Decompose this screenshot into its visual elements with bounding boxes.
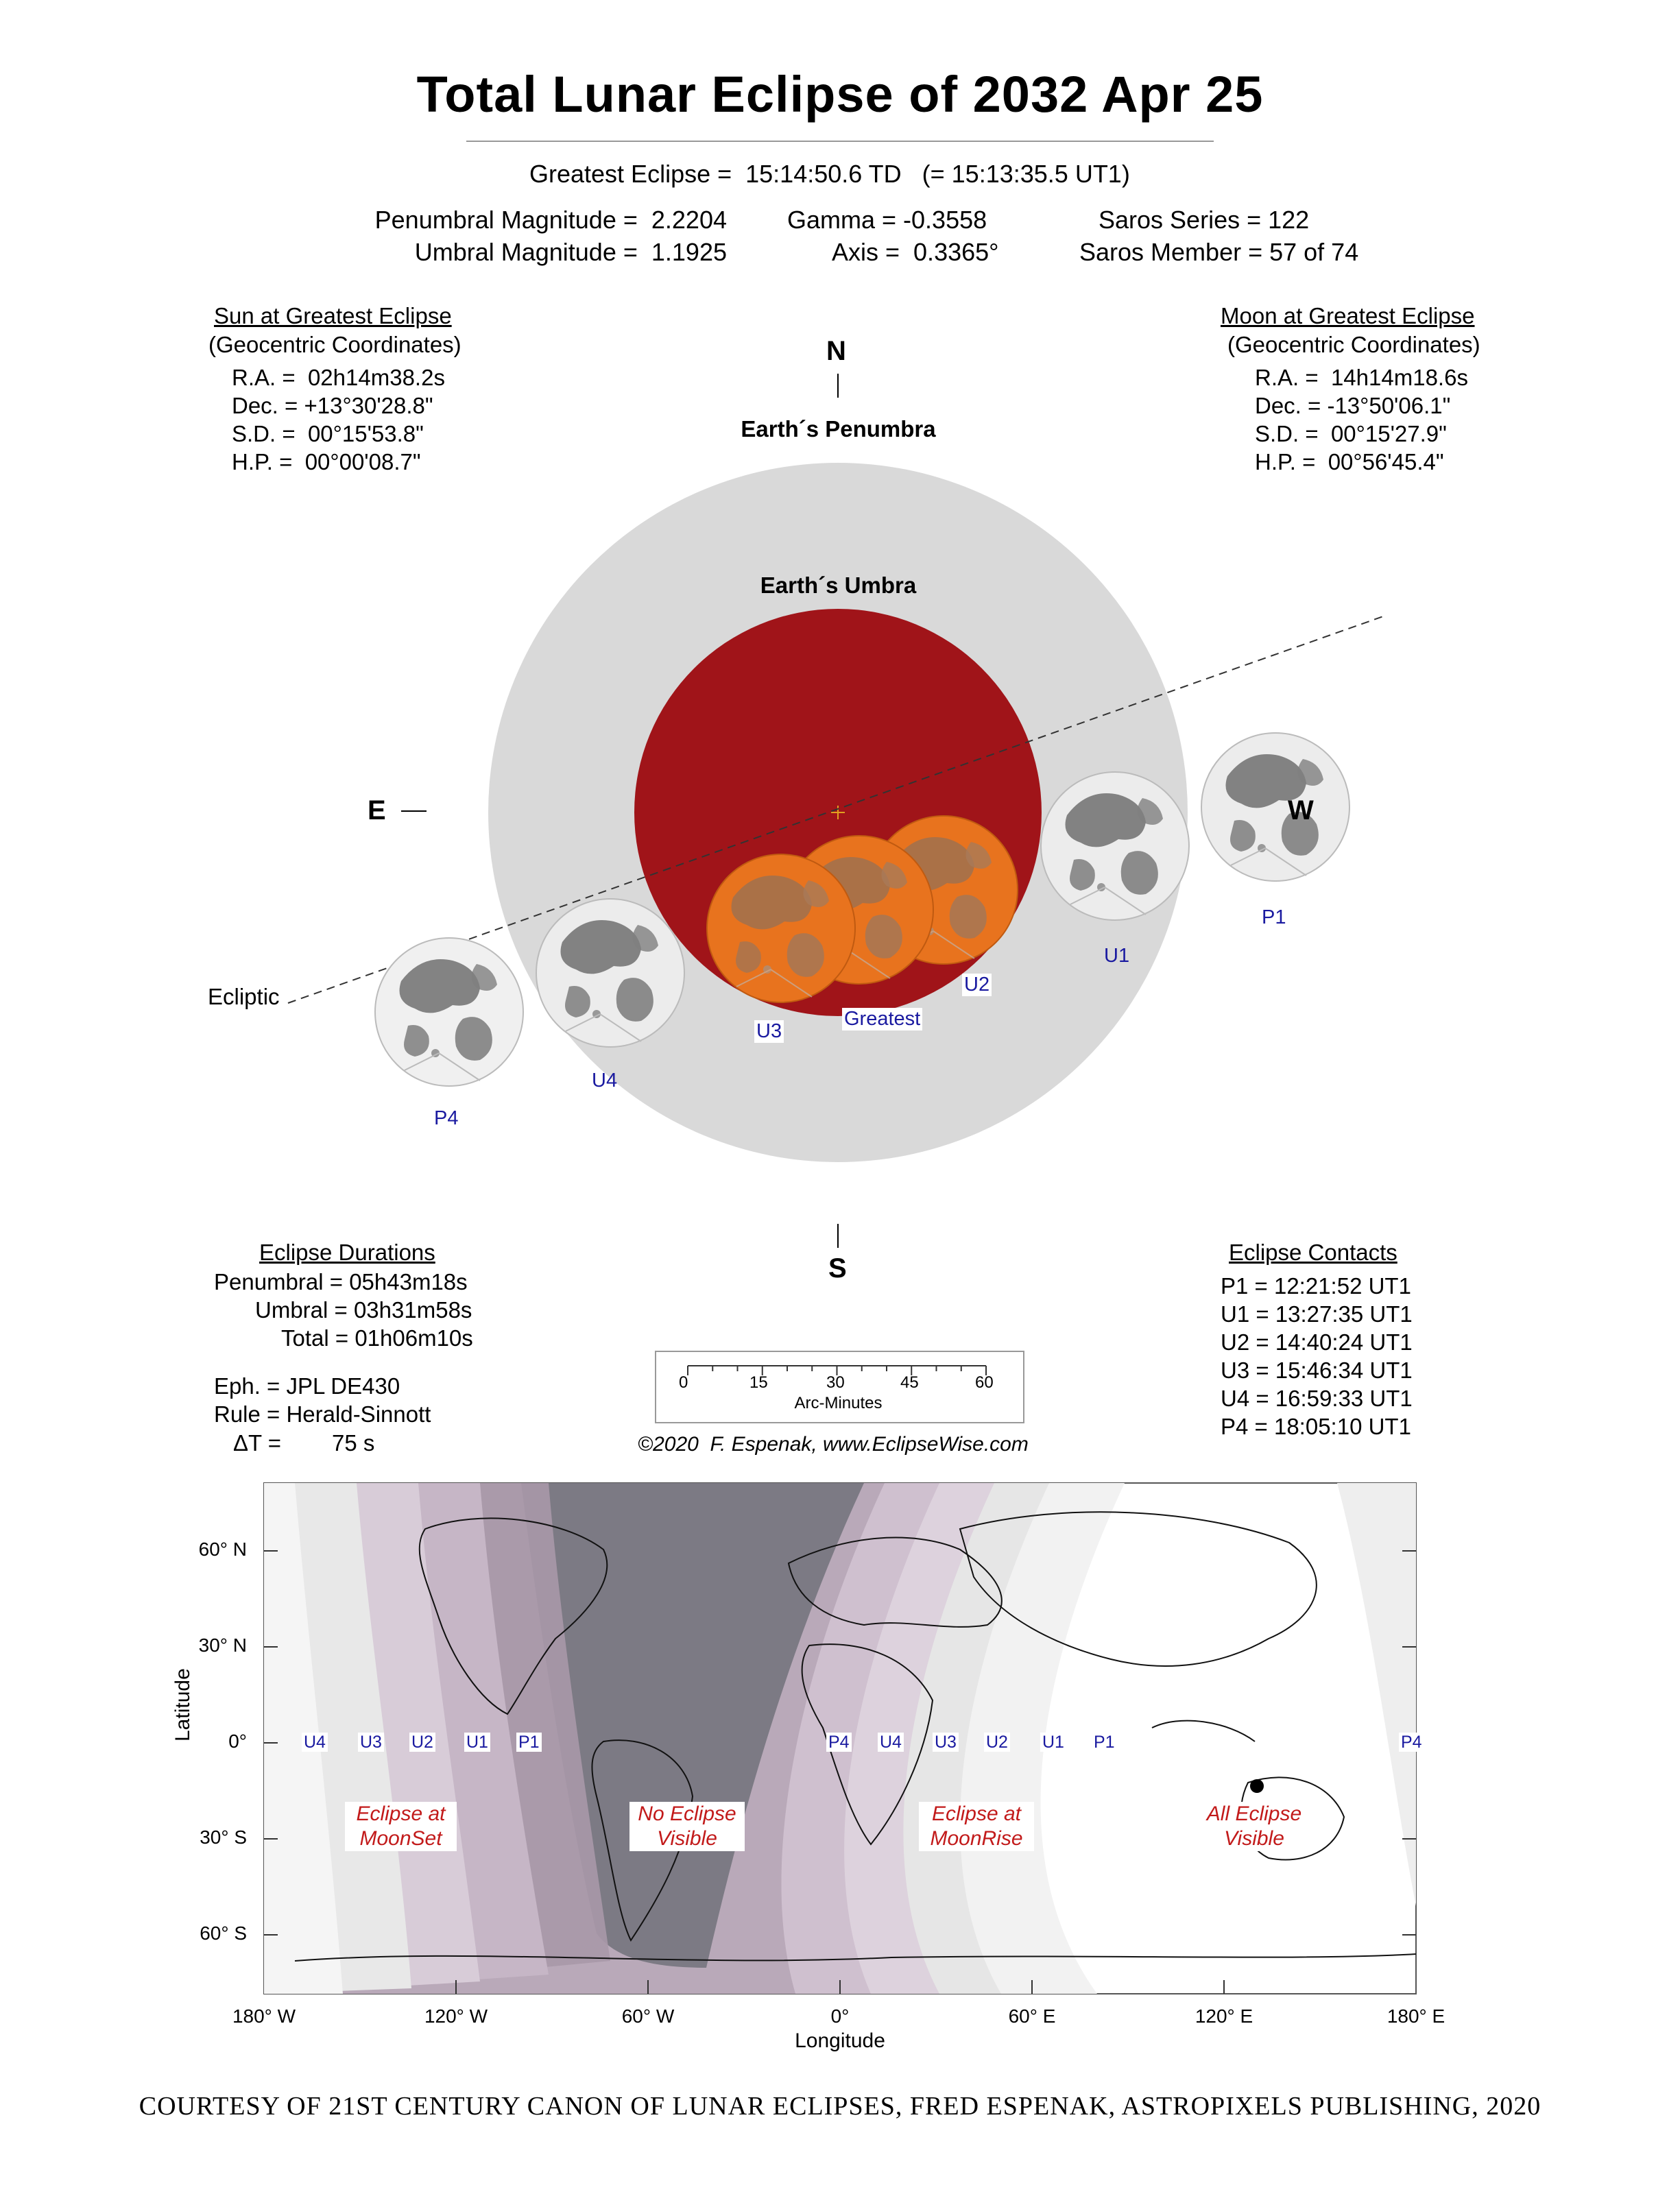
map-label-u4-west: U4	[302, 1733, 328, 1752]
durations-heading: Eclipse Durations	[259, 1240, 435, 1265]
south-label: S	[828, 1253, 847, 1283]
map-label-u1-east: U1	[1040, 1733, 1066, 1752]
contact-p4: P4 = 18:05:10 UT1	[1221, 1414, 1411, 1439]
duration-umbral: Umbral = 03h31m58s	[255, 1297, 472, 1323]
duration-total: Total = 01h06m10s	[281, 1325, 473, 1351]
scale-tick-15: 15	[749, 1373, 768, 1392]
moon-dec: Dec. = -13°50'06.1"	[1255, 393, 1451, 418]
sun-ra: R.A. = 02h14m38.2s	[232, 365, 445, 390]
region-all-eclipse-line1: All Eclipse	[1206, 1803, 1302, 1825]
region-no-eclipse	[629, 1802, 745, 1851]
contact-u4: U4 = 16:59:33 UT1	[1221, 1386, 1413, 1411]
contact-u2: U2 = 14:40:24 UT1	[1221, 1329, 1413, 1355]
axis: Axis = 0.3365°	[832, 238, 999, 266]
rule: Rule = Herald-Sinnott	[214, 1401, 431, 1427]
lat-30n: 30° N	[198, 1635, 247, 1656]
contact-u1: U1 = 13:27:35 UT1	[1221, 1301, 1413, 1327]
lon-180w: 180° W	[232, 2005, 296, 2027]
map-label-u3-west: U3	[358, 1733, 384, 1752]
map-label-p1-west: P1	[516, 1733, 542, 1752]
moon-subheading: (Geocentric Coordinates)	[1227, 332, 1480, 357]
map-label-u1-west: U1	[464, 1733, 490, 1752]
ephemeris: Eph. = JPL DE430	[214, 1373, 400, 1399]
east-label: E	[368, 795, 386, 825]
map-label-u3-east: U3	[933, 1733, 959, 1752]
contact-label-u1: U1	[1104, 945, 1130, 967]
lon-60e: 60° E	[1008, 2005, 1056, 2027]
saros-series: Saros Series = 122	[1099, 206, 1310, 234]
ecliptic-label: Ecliptic	[208, 984, 280, 1009]
map-label-u2-east: U2	[984, 1733, 1010, 1752]
lon-180e: 180° E	[1387, 2005, 1445, 2027]
map-xlabel: Longitude	[795, 2029, 885, 2052]
region-moonrise-line2: MoonRise	[930, 1827, 1023, 1850]
map-label-u2-west: U2	[409, 1733, 435, 1752]
lat-0: 0°	[228, 1731, 247, 1752]
region-moonset-line2: MoonSet	[359, 1827, 442, 1850]
lon-120w: 120° W	[424, 2005, 488, 2027]
penumbral-magnitude: Penumbral Magnitude = 2.2204	[374, 206, 727, 234]
contact-label-greatest: Greatest	[842, 1008, 922, 1030]
sun-hp: H.P. = 00°00'08.7"	[232, 449, 421, 474]
map-label-u4-east: U4	[878, 1733, 904, 1752]
courtesy-footer: COURTESY OF 21ST CENTURY CANON OF LUNAR ECLIPSES, FRED ESPENAK, ASTROPIXELS PUBLISHING, 2020	[139, 2092, 1541, 2121]
saros-member: Saros Member = 57 of 74	[1079, 238, 1359, 266]
delta-t-label: ΔT =	[233, 1430, 282, 1456]
contact-label-u2: U2	[962, 974, 992, 996]
greatest-eclipse: Greatest Eclipse = 15:14:50.6 TD (= 15:13:35.5 UT1)	[529, 160, 1130, 188]
scale-label: Arc-Minutes	[794, 1394, 883, 1412]
contact-label-u4: U4	[592, 1070, 618, 1092]
lat-60s: 60° S	[200, 1922, 247, 1944]
region-all-eclipse	[1193, 1802, 1315, 1851]
moon-hp: H.P. = 00°56'45.4"	[1255, 449, 1444, 474]
region-all-eclipse-line2: Visible	[1224, 1827, 1284, 1850]
duration-penumbral: Penumbral = 05h43m18s	[214, 1269, 468, 1294]
region-moonset	[345, 1802, 457, 1851]
scale-tick-45: 45	[900, 1373, 919, 1392]
region-moonrise-line1: Eclipse at	[931, 1803, 1022, 1825]
moon-ra: R.A. = 14h14m18.6s	[1255, 365, 1468, 390]
scale-tick-60: 60	[975, 1373, 994, 1392]
page-title: Total Lunar Eclipse of 2032 Apr 25	[416, 66, 1264, 123]
west-label: W	[1288, 795, 1314, 825]
sun-dec: Dec. = +13°30'28.8"	[232, 393, 433, 418]
sun-sd: S.D. = 00°15'53.8"	[232, 421, 424, 446]
lon-60w: 60° W	[621, 2005, 675, 2027]
delta-t-value: 75 s	[332, 1430, 375, 1456]
sun-subheading: (Geocentric Coordinates)	[208, 332, 461, 357]
north-label: N	[826, 336, 846, 366]
region-no-eclipse-line2: Visible	[657, 1827, 717, 1850]
copyright: ©2020 F. Espenak, www.EclipseWise.com	[638, 1433, 1029, 1456]
map-label-p1-east: P1	[1092, 1733, 1117, 1752]
lon-0: 0°	[830, 2005, 850, 2027]
contacts-heading: Eclipse Contacts	[1229, 1240, 1397, 1265]
umbra-label: Earth´s Umbra	[760, 572, 917, 598]
map-label-p4-east: P4	[826, 1733, 852, 1752]
sun-heading: Sun at Greatest Eclipse	[214, 303, 452, 328]
lat-60n: 60° N	[198, 1539, 247, 1560]
contact-u3: U3 = 15:46:34 UT1	[1221, 1358, 1413, 1383]
penumbra-label: Earth´s Penumbra	[741, 416, 936, 442]
sublunar-point	[1250, 1779, 1264, 1793]
moon-sd: S.D. = 00°15'27.9"	[1255, 421, 1447, 446]
lat-30s: 30° S	[200, 1827, 247, 1848]
gamma: Gamma = -0.3558	[787, 206, 987, 234]
map-ylabel: Latitude	[171, 1668, 194, 1741]
scale-tick-30: 30	[826, 1373, 845, 1392]
lon-120e: 120° E	[1195, 2005, 1253, 2027]
umbral-magnitude: Umbral Magnitude = 1.1925	[414, 238, 727, 266]
contact-label-p4: P4	[434, 1107, 459, 1129]
scale-tick-0: 0	[679, 1373, 688, 1392]
region-moonrise	[919, 1802, 1034, 1851]
region-no-eclipse-line1: No Eclipse	[638, 1803, 736, 1825]
moon-heading: Moon at Greatest Eclipse	[1221, 303, 1475, 328]
contact-p1: P1 = 12:21:52 UT1	[1221, 1273, 1411, 1299]
contact-label-u3: U3	[754, 1020, 784, 1043]
region-moonset-line1: Eclipse at	[356, 1803, 446, 1825]
map-label-p4-far-east: P4	[1399, 1733, 1424, 1752]
contact-label-p1: P1	[1262, 906, 1286, 928]
